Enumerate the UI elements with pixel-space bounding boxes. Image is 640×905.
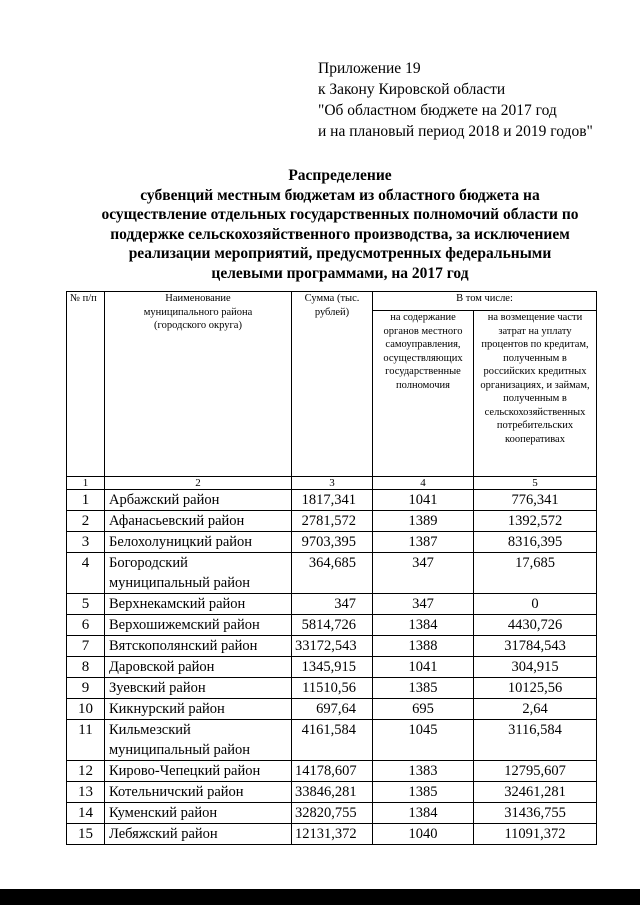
district-name: Арбажский район bbox=[105, 490, 292, 511]
row-number: 5 bbox=[67, 594, 105, 615]
amount-maintenance: 347 bbox=[373, 553, 474, 594]
distribution-table bbox=[66, 291, 597, 845]
amount-total: 1345,915 bbox=[292, 657, 373, 678]
row-number: 4 bbox=[67, 553, 105, 594]
amount-total: 9703,395 bbox=[292, 532, 373, 553]
district-name: Верхошижемский район bbox=[105, 615, 292, 636]
amount-maintenance: 1388 bbox=[373, 636, 474, 657]
title-line: субвенций местным бюджетам из областного бюджета на bbox=[140, 186, 540, 204]
row-number: 9 bbox=[67, 678, 105, 699]
amount-interest: 32461,281 bbox=[474, 782, 597, 803]
table-row bbox=[67, 678, 597, 699]
district-name: Даровской район bbox=[105, 657, 292, 678]
amount-maintenance: 1385 bbox=[373, 678, 474, 699]
amount-maintenance: 1389 bbox=[373, 511, 474, 532]
table-row bbox=[67, 720, 597, 761]
row-number: 13 bbox=[67, 782, 105, 803]
row-number: 14 bbox=[67, 803, 105, 824]
district-name: Афанасьевский район bbox=[105, 511, 292, 532]
annex-line: к Закону Кировской области bbox=[318, 81, 506, 98]
amount-total: 32820,755 bbox=[292, 803, 373, 824]
document-title bbox=[60, 166, 620, 283]
column-number: 5 bbox=[474, 477, 597, 490]
table-row bbox=[67, 511, 597, 532]
amount-interest: 776,341 bbox=[474, 490, 597, 511]
scan-edge-bar bbox=[0, 889, 640, 905]
header-sub-interest: на возмещение части затрат на уплату процентов по кредитам, полученным в российских кредитных организациях, и займам, полученным в сельскохозяйственных потребительских кооперативах bbox=[474, 311, 597, 477]
amount-maintenance: 1385 bbox=[373, 782, 474, 803]
amount-total: 4161,584 bbox=[292, 720, 373, 761]
district-name: Зуевский район bbox=[105, 678, 292, 699]
amount-total: 347 bbox=[292, 594, 373, 615]
table-row bbox=[67, 803, 597, 824]
title-line: Распределение bbox=[288, 167, 392, 184]
amount-interest: 10125,56 bbox=[474, 678, 597, 699]
row-number: 15 bbox=[67, 824, 105, 845]
table-row bbox=[67, 824, 597, 845]
amount-total: 33172,543 bbox=[292, 636, 373, 657]
row-number: 12 bbox=[67, 761, 105, 782]
amount-interest: 1392,572 bbox=[474, 511, 597, 532]
amount-maintenance: 1045 bbox=[373, 720, 474, 761]
table-row bbox=[67, 761, 597, 782]
table-row bbox=[67, 615, 597, 636]
header-including: В том числе: bbox=[373, 292, 597, 311]
district-name: Белохолуницкий район bbox=[105, 532, 292, 553]
header-num: № п/п bbox=[67, 292, 105, 477]
annex-line: Приложение 19 bbox=[318, 60, 421, 77]
table-row bbox=[67, 636, 597, 657]
title-line: поддержке сельскохозяйственного производства, за исключением bbox=[110, 225, 570, 243]
table-row bbox=[67, 657, 597, 678]
district-name: Куменский район bbox=[105, 803, 292, 824]
column-number: 3 bbox=[292, 477, 373, 490]
amount-interest: 2,64 bbox=[474, 699, 597, 720]
amount-total: 697,64 bbox=[292, 699, 373, 720]
annex-reference bbox=[318, 58, 593, 142]
title-line: осуществление отдельных государственных полномочий области по bbox=[101, 206, 579, 223]
row-number: 6 bbox=[67, 615, 105, 636]
amount-total: 2781,572 bbox=[292, 511, 373, 532]
district-name: Богородский муниципальный район bbox=[105, 553, 292, 594]
row-number: 8 bbox=[67, 657, 105, 678]
table-row bbox=[67, 532, 597, 553]
district-name: Котельничский район bbox=[105, 782, 292, 803]
row-number: 3 bbox=[67, 532, 105, 553]
amount-maintenance: 1041 bbox=[373, 490, 474, 511]
column-number: 1 bbox=[67, 477, 105, 490]
district-name: Лебяжский район bbox=[105, 824, 292, 845]
amount-total: 5814,726 bbox=[292, 615, 373, 636]
column-number: 2 bbox=[105, 477, 292, 490]
table-row bbox=[67, 553, 597, 594]
amount-interest: 31436,755 bbox=[474, 803, 597, 824]
amount-interest: 304,915 bbox=[474, 657, 597, 678]
column-number: 4 bbox=[373, 477, 474, 490]
amount-total: 12131,372 bbox=[292, 824, 373, 845]
district-name: Вятскополянский район bbox=[105, 636, 292, 657]
amount-total: 364,685 bbox=[292, 553, 373, 594]
amount-interest: 31784,543 bbox=[474, 636, 597, 657]
amount-interest: 4430,726 bbox=[474, 615, 597, 636]
amount-maintenance: 695 bbox=[373, 699, 474, 720]
amount-total: 1817,341 bbox=[292, 490, 373, 511]
amount-maintenance: 1383 bbox=[373, 761, 474, 782]
amount-interest: 17,685 bbox=[474, 553, 597, 594]
district-name: Верхнекамский район bbox=[105, 594, 292, 615]
row-number: 2 bbox=[67, 511, 105, 532]
column-numbers-row bbox=[67, 477, 597, 490]
amount-interest: 12795,607 bbox=[474, 761, 597, 782]
amount-maintenance: 1041 bbox=[373, 657, 474, 678]
amount-maintenance: 1384 bbox=[373, 615, 474, 636]
district-name: Кикнурский район bbox=[105, 699, 292, 720]
row-number: 10 bbox=[67, 699, 105, 720]
district-name: Кирово-Чепецкий район bbox=[105, 761, 292, 782]
district-name: Кильмезский муниципальный район bbox=[105, 720, 292, 761]
table-row bbox=[67, 699, 597, 720]
annex-line: и на плановый период 2018 и 2019 годов" bbox=[318, 123, 593, 140]
amount-maintenance: 347 bbox=[373, 594, 474, 615]
amount-interest: 11091,372 bbox=[474, 824, 597, 845]
annex-line: "Об областном бюджете на 2017 год bbox=[318, 102, 557, 119]
amount-maintenance: 1040 bbox=[373, 824, 474, 845]
amount-total: 33846,281 bbox=[292, 782, 373, 803]
table-row bbox=[67, 594, 597, 615]
table-header-row bbox=[67, 292, 597, 311]
row-number: 1 bbox=[67, 490, 105, 511]
amount-interest: 0 bbox=[474, 594, 597, 615]
header-name: Наименование муниципального района (городского округа) bbox=[105, 292, 292, 477]
amount-total: 14178,607 bbox=[292, 761, 373, 782]
row-number: 7 bbox=[67, 636, 105, 657]
table-row bbox=[67, 490, 597, 511]
amount-interest: 3116,584 bbox=[474, 720, 597, 761]
amount-total: 11510,56 bbox=[292, 678, 373, 699]
title-line: реализации мероприятий, предусмотренных федеральными bbox=[128, 245, 552, 262]
table-row bbox=[67, 782, 597, 803]
amount-maintenance: 1384 bbox=[373, 803, 474, 824]
header-sub-maintenance: на содержание органов местного самоуправления, осуществляющих государственные полномочия bbox=[373, 311, 474, 477]
header-sum: Сумма (тыс. рублей) bbox=[292, 292, 373, 477]
amount-maintenance: 1387 bbox=[373, 532, 474, 553]
title-line: целевыми программами, на 2017 год bbox=[211, 264, 469, 282]
amount-interest: 8316,395 bbox=[474, 532, 597, 553]
row-number: 11 bbox=[67, 720, 105, 761]
